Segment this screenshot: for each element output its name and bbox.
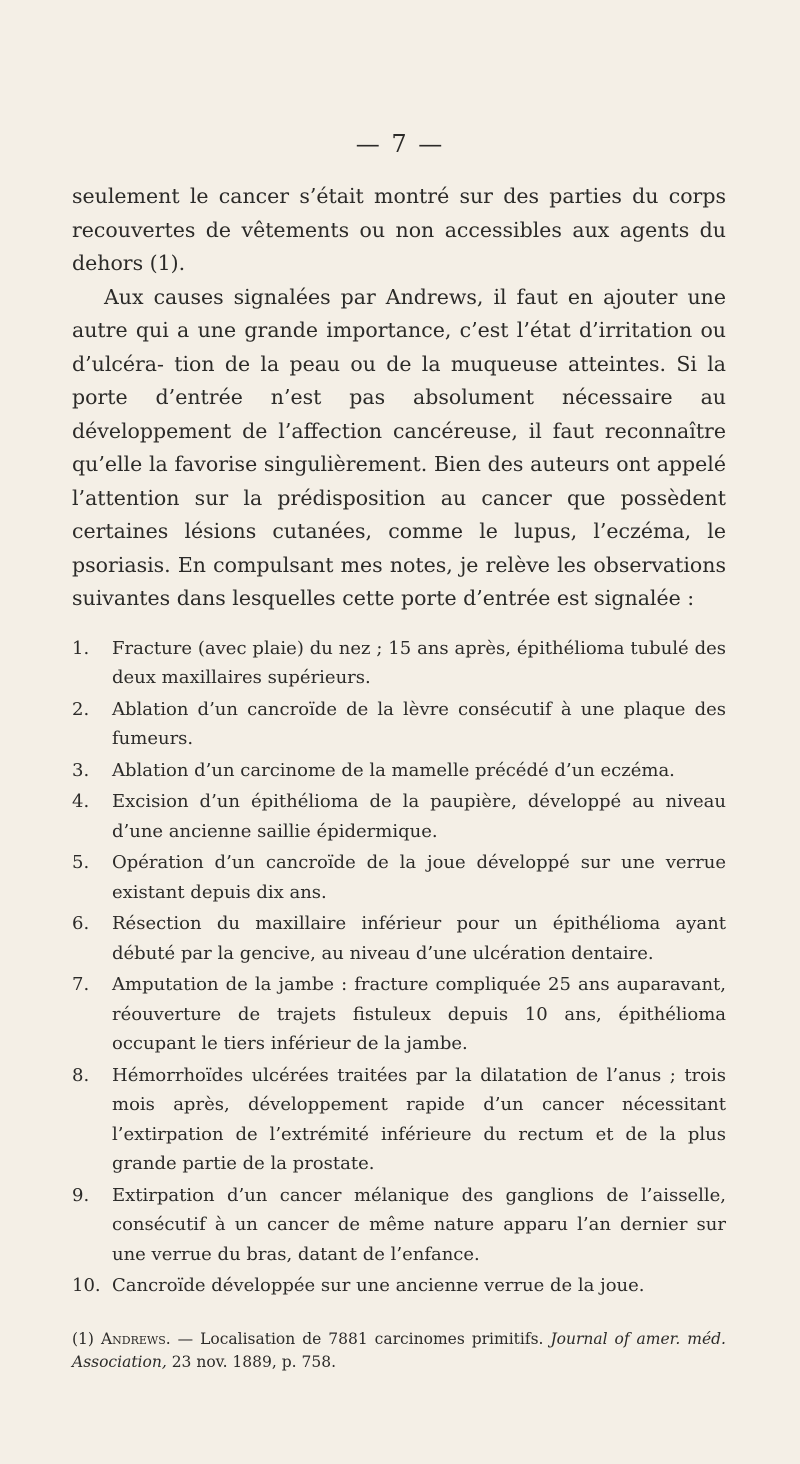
page-number: — 7 — bbox=[355, 130, 445, 158]
item-number: 1. bbox=[72, 637, 90, 659]
item-text: Extirpation d’un cancer mélanique des ganglions de l’aisselle, consécutif à un cancer de même nature apparu l’an dernier sur une verrue du bras, datant de l’enfance. bbox=[112, 1184, 726, 1265]
item-number: 4. bbox=[72, 791, 90, 812]
paragraph-continuation: seulement le cancer s’était montré sur des parties du corps recouvertes de vêtements ou non accessibles aux agents du dehors (1). bbox=[72, 184, 726, 275]
item-text: Excision d’un épithélioma de la paupière, développé au niveau d’une ancienne saillie épidermique. bbox=[112, 791, 726, 842]
footnote-details: 23 nov. 1889, p. 758. bbox=[171, 1353, 337, 1371]
item-number: 7. bbox=[72, 974, 90, 995]
list-item bbox=[72, 909, 726, 968]
footnote bbox=[72, 1328, 726, 1374]
list-item bbox=[72, 756, 726, 786]
item-text: Hémorrhoïdes ulcérées traitées par la dilatation de l’anus ; trois mois après, développement rapide d’un cancer nécessitant l’extirpation de l’extrémité inférieure du rectum et de la plus grande partie de la prostate. bbox=[112, 1064, 726, 1174]
item-number: 9. bbox=[72, 1184, 90, 1206]
item-text: Amputation de la jambe : fracture compliquée 25 ans auparavant, réouverture de trajets fistuleux depuis 10 ans, épithélioma occupant le tiers inférieur de la jambe. bbox=[112, 974, 726, 1054]
list-item bbox=[72, 1061, 726, 1179]
item-number: 2. bbox=[72, 698, 90, 720]
footnote-text: — Localisation de 7881 carcinomes primitifs. bbox=[177, 1330, 544, 1348]
list-item bbox=[72, 634, 726, 693]
item-text: Cancroïde développée sur une ancienne verrue de la joue. bbox=[112, 1275, 645, 1296]
item-number: 8. bbox=[72, 1064, 90, 1086]
paragraph-causes: Aux causes signalées par Andrews, il faut en ajouter une autre qui a une grande importance, c’est l’état d’irritation ou d’ulcéra- tion de la peau ou de la muqueuse atteintes. Si la porte d’entrée n’est pas absolument nécessaire au développement de l’affection cancéreuse, il faut reconnaître qu’elle la favorise singulièrement. Bien des auteurs ont appelé l’attention sur la prédisposition au cancer que possèdent certaines lésions cutanées, comme le lupus, l’eczéma, le psoriasis. En compulsant mes notes, je relève les observations suivantes dans lesquelles cette porte d’entrée est signalée : bbox=[72, 284, 726, 610]
item-number: 5. bbox=[72, 852, 90, 873]
observations-list bbox=[72, 634, 726, 1301]
item-text: Opération d’un cancroïde de la joue développé sur une verrue existant depuis dix ans. bbox=[112, 852, 726, 903]
item-number: 6. bbox=[72, 913, 90, 934]
item-text: Ablation d’un carcinome de la mamelle précédé d’un eczéma. bbox=[112, 759, 675, 781]
item-number: 10. bbox=[72, 1275, 101, 1296]
list-item bbox=[72, 970, 726, 1059]
footnote-journal: Journal of amer. méd. Association, bbox=[72, 1330, 726, 1371]
list-item bbox=[72, 787, 726, 846]
list-item bbox=[72, 848, 726, 907]
body-text bbox=[72, 180, 726, 1303]
list-item bbox=[72, 1271, 726, 1301]
item-number: 3. bbox=[72, 759, 90, 781]
item-text: Ablation d’un cancroïde de la lèvre consécutif à une plaque des fumeurs. bbox=[112, 698, 726, 749]
list-item bbox=[72, 1181, 726, 1270]
item-text: Résection du maxillaire inférieur pour un épithélioma ayant débuté par la gencive, au niveau d’une ulcération dentaire. bbox=[112, 913, 726, 964]
footnote-marker: (1) bbox=[72, 1330, 94, 1348]
item-text: Fracture (avec plaie) du nez ; 15 ans après, épithélioma tubulé des deux maxillaires supérieurs. bbox=[112, 637, 726, 688]
list-item bbox=[72, 695, 726, 754]
footnote-author: Andrews. bbox=[100, 1330, 171, 1348]
